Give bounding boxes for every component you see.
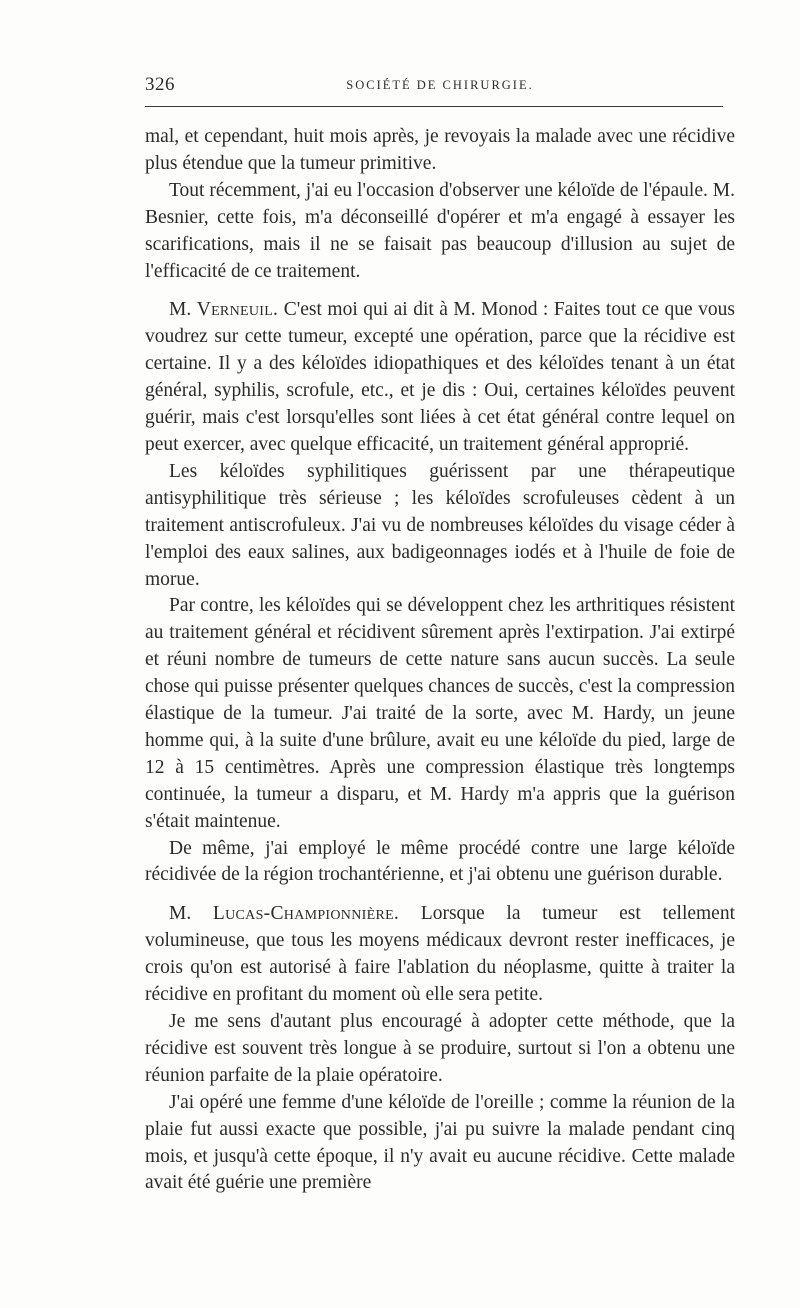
paragraph-lucas-championniere: M. Lucas-Championnière. Lorsque la tumeur est tellement volumineuse, que tous les moyens médicaux devront rester inefficaces, je crois qu'on est autorisé à faire l'ablation du néoplasme, quitte à traiter la récidive en profitant du moment où elle sera petite. [145, 903, 736, 1006]
paragraph: Par contre, les kéloïdes qui se développent chez les arthritiques résistent au traitement général et récidivent sûrement après l'extirpation. J'ai extirpé et réuni nombre de tumeurs de cette nature sans aucun succès. La seule chose qui puisse présenter quelques chances de succès, c'est la compression élastique de la tumeur. J'ai traité de la sorte, avec M. Hardy, un jeune homme qui, à la suite d'une brûlure, avait eu une kéloïde du pied, large de 12 à 15 centimètres. Après une compression élastique très longtemps continuée, la tumeur a disparu, et M. Hardy m'a appris que la guérison s'était maintenue. [145, 595, 735, 832]
speaker-name: Verneuil. [196, 299, 279, 321]
speaker-name: Lucas-Championnière. [212, 903, 400, 925]
paragraph: Les kéloïdes syphilitiques guérissent par une thérapeutique antisyphilitique très sérieuse ; les kéloïdes scrofuleuses cèdent à un traitement antiscrofuleux. J'ai vu de nombreuses kéloïdes du visage céder à l'emploi des eaux salines, aux badigeonnages iodés et à l'huile de foie de morue. [145, 460, 735, 590]
paragraph: J'ai opéré une femme d'une kéloïde de l'oreille ; comme la réunion de la plaie fut aussi exacte que possible, j'ai pu suivre la malade pendant cinq mois, et jusqu'à cette époque, il n'y avait eu aucune récidive. Cette malade avait été guérie une première [145, 1091, 735, 1194]
paragraph: Tout récemment, j'ai eu l'occasion d'observer une kéloïde de l'épaule. M. Besnier, cette fois, m'a déconseillé d'opérer et m'a engagé à essayer les scarifications, mais il ne se faisait pas beaucoup d'illusion au sujet de l'efficacité de ce traitement. [145, 179, 735, 282]
page-number: 326 [145, 74, 175, 95]
running-head [145, 74, 735, 102]
paragraph: mal, et cependant, huit mois après, je revoyais la malade avec une récidive plus étendue que la tumeur primitive. [145, 126, 735, 174]
paragraph-verneuil: M. Verneuil. C'est moi qui ai dit à M. Monod : Faites tout ce que vous voudrez sur cette tumeur, excepté une opération, parce que la récidive est certaine. Il y a des kéloïdes idiopathiques et des kéloïdes tenant à un état général, syphilis, scrofule, etc., et je dis : Oui, certaines kéloïdes peuvent guérir, mais c'est lorsqu'elles sont liées à cet état général contre lequel on peut exercer, avec quelque efficacité, un traitement général approprié. [145, 299, 735, 455]
paragraph: Je me sens d'autant plus encouragé à adopter cette méthode, que la récidive est souvent très longue à se produire, surtout si l'on a obtenu une réunion parfaite de la plaie opératoire. [145, 1011, 735, 1086]
header-rule [145, 106, 723, 107]
body-text [145, 124, 735, 1197]
paragraph: De même, j'ai employé le même procédé contre une large kéloïde récidivée de la région trochantérienne, et j'ai obtenu une guérison durable. [145, 837, 735, 886]
running-title: SOCIÉTÉ DE CHIRURGIE. [346, 78, 534, 92]
